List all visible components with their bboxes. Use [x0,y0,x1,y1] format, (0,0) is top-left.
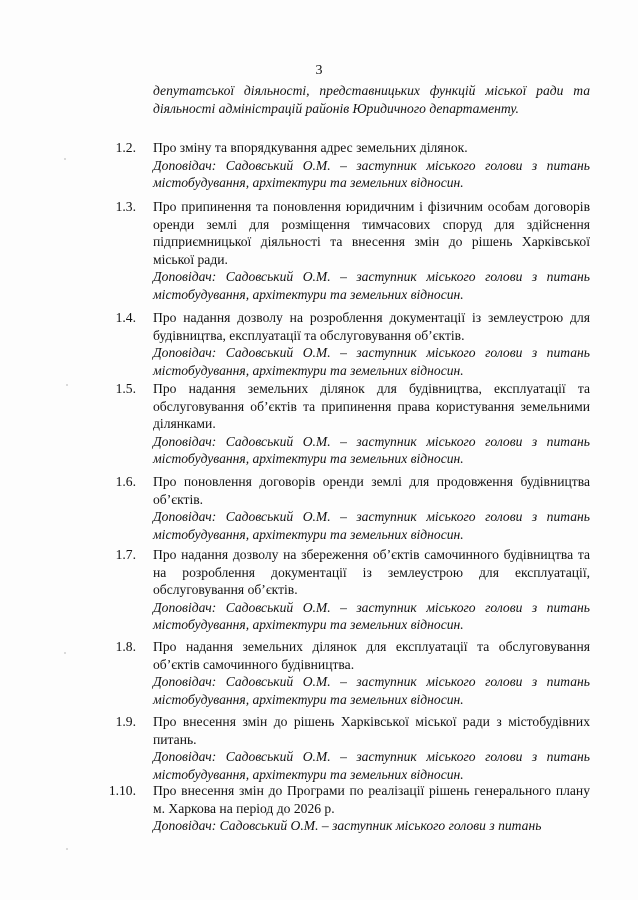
item-speaker: Доповідач: Садовський О.М. – заступник міського голови з питань містобудування, архітектури та земельних відносин. [153,509,590,542]
item-number: 1.7. [115,547,136,562]
item-title: Про надання дозволу на збереження об’єктів самочинного будівництва та на розроблення документації із землеустрою для експлуатації, обслуговування об’єктів. [153,547,590,597]
item-number: 1.2. [115,140,136,155]
item-speaker: Доповідач: Садовський О.М. – заступник міського голови з питань містобудування, архітектури та земельних відносин. [153,749,590,782]
item-title: Про надання земельних ділянок для експлуатації та обслуговування об’єктів самочинного будівництва. [153,639,590,672]
item-number: 1.10. [108,783,136,798]
item-title: Про надання дозволу на розроблення документації із землеустрою для будівництва, експлуатації та обслуговування об’єктів. [153,310,590,343]
item-body [153,198,590,303]
item-number: 1.6. [115,474,136,489]
page-number: 3 [315,63,323,78]
item-speaker: Доповідач: Садовський О.М. – заступник міського голови з питань [153,818,542,833]
item-title: Про поновлення договорів оренди землі для продовження будівництва об’єктів. [153,474,590,507]
item-speaker: Доповідач: Садовський О.М. – заступник міського голови з питань містобудування, архітектури та земельних відносин. [153,345,590,378]
item-speaker: Доповідач: Садовський О.М. – заступник міського голови з питань містобудування, архітектури та земельних відносин. [153,269,590,302]
item-number: 1.3. [115,199,136,214]
item-body [153,309,590,379]
item-number: 1.4. [115,310,136,325]
item-title: Про зміну та впорядкування адрес земельних ділянок. [153,140,468,155]
item-speaker: Доповідач: Садовський О.М. – заступник міського голови з питань містобудування, архітектури та земельних відносин. [153,157,590,190]
item-title: Про припинення та поновлення юридичним і фізичним особам договорів оренди землі для розміщення тимчасових споруд для здійснення підприємницької діяльності та внесення змін до рішень Харківської міської ради. [153,199,590,267]
item-body [153,546,590,634]
item-title: Про внесення змін до рішень Харківської міської ради з містобудівних питань. [153,714,590,747]
item-body [153,473,590,543]
item-speaker: Доповідач: Садовський О.М. – заступник міського голови з питань містобудування, архітектури та земельних відносин. [153,599,590,632]
item-number: 1.8. [115,639,136,654]
scan-speck [64,158,66,160]
item-body [153,782,590,835]
item-speaker: Доповідач: Садовський О.М. – заступник міського голови з питань містобудування, архітектури та земельних відносин. [153,433,590,466]
item-number: 1.9. [115,714,136,729]
item-speaker: Доповідач: Садовський О.М. – заступник міського голови з питань містобудування, архітектури та земельних відносин. [153,674,590,707]
scan-speck [66,384,68,386]
item-title: Про надання земельних ділянок для будівництва, експлуатації та обслуговування об’єктів та припинення права користування земельними ділянками. [153,381,590,431]
scan-speck [66,848,68,850]
item-body [153,139,590,192]
scan-speck [64,652,66,654]
item-body [153,638,590,708]
continued-paragraph: депутатської діяльності, представницьких функцій міської ради та діяльності адміністрацій районів Юридичного департаменту. [153,83,590,116]
item-body [153,713,590,783]
item-body [153,380,590,468]
item-title: Про внесення змін до Програми по реалізації рішень генерального плану м. Харкова на період до 2026 р. [153,783,590,816]
item-number: 1.5. [115,381,136,396]
